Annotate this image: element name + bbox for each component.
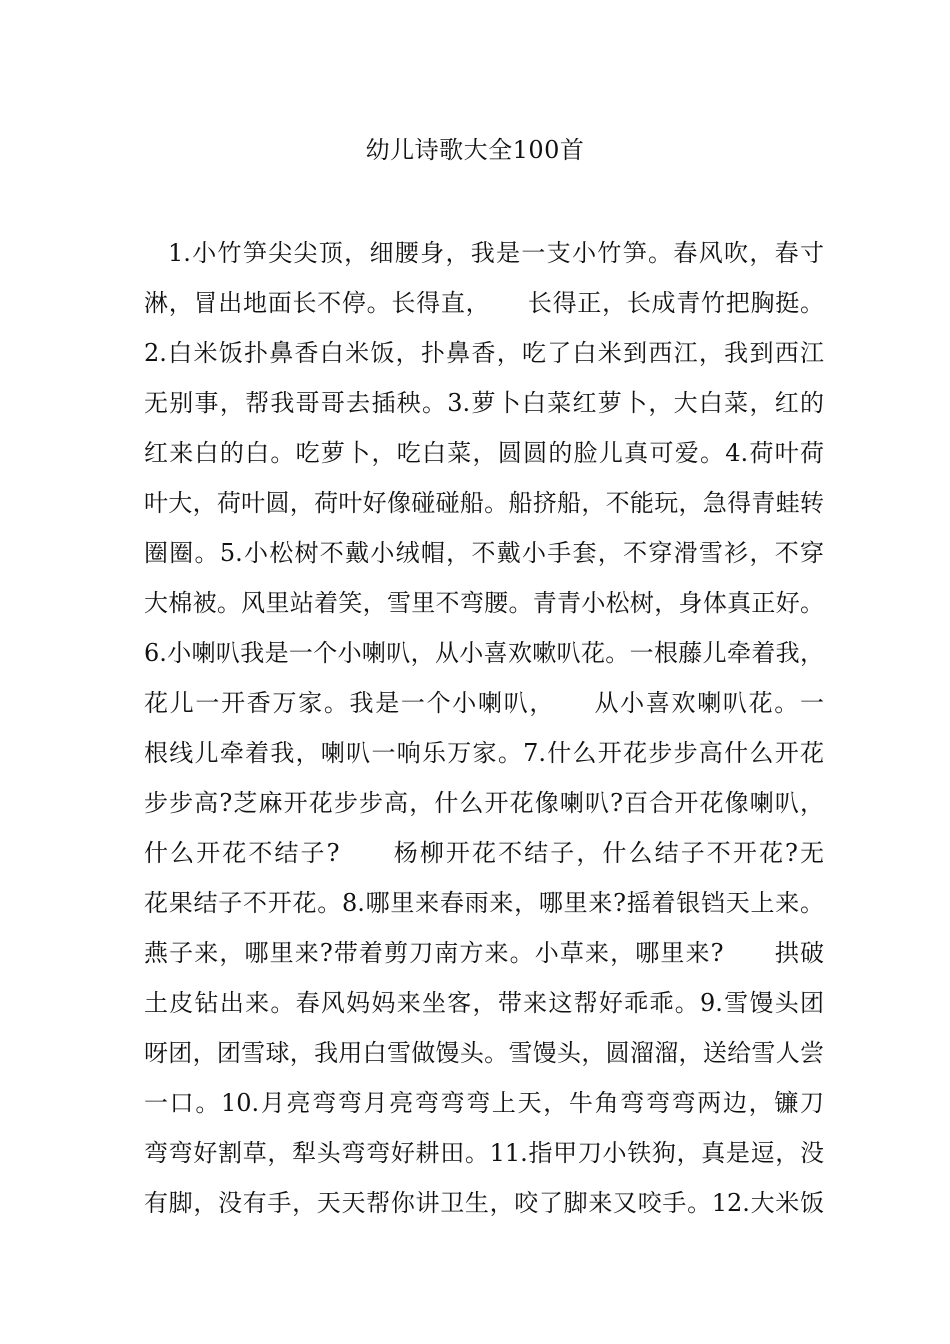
text-line: 大棉被。风里站着笑，雪里不弯腰。青青小松树，身体真正好。 [144, 589, 824, 617]
text-line: 有脚，没有手，天天帮你讲卫生，咬了脚来又咬手。12.大米饭 [144, 1189, 824, 1217]
text-line: 红来白的白。吃萝卜，吃白菜，圆圆的脸儿真可爱。4.荷叶荷 [144, 439, 824, 467]
text-line: 步步高?芝麻开花步步高，什么开花像喇叭?百合开花像喇叭， [144, 789, 824, 817]
text-line: 无别事，帮我哥哥去插秧。3.萝卜白菜红萝卜，大白菜，红的 [144, 389, 824, 417]
text-line: 6.小喇叭我是一个小喇叭，从小喜欢嗽叭花。一根藤儿牵着我， [144, 639, 824, 667]
text-line: 弯弯好割草，犁头弯弯好耕田。11.指甲刀小铁狗，真是逗，没 [144, 1139, 824, 1167]
text-line: 什么开花不结子? 杨柳开花不结子，什么结子不开花?无 [144, 839, 824, 867]
text-line: 燕子来，哪里来?带着剪刀南方来。小草来，哪里来? 拱破 [144, 939, 824, 967]
text-line: 花果结子不开花。8.哪里来春雨来，哪里来?摇着银铛天上来。 [144, 889, 824, 917]
text-line: 呀团，团雪球，我用白雪做馒头。雪馒头，圆溜溜，送给雪人尝 [144, 1039, 824, 1067]
text-line: 1.小竹笋尖尖顶，细腰身，我是一支小竹笋。春风吹，春寸 [168, 239, 824, 267]
page-title: 幼儿诗歌大全100首 [365, 136, 585, 164]
text-line: 一口。10.月亮弯弯月亮弯弯弯上天，牛角弯弯弯两边，镰刀 [144, 1089, 824, 1117]
text-line: 叶大，荷叶圆，荷叶好像碰碰船。船挤船，不能玩，急得青蛙转 [144, 489, 824, 517]
text-line: 土皮钻出来。春风妈妈来坐客，带来这帮好乖乖。9.雪馒头团 [144, 989, 824, 1017]
text-line: 花儿一开香万家。我是一个小喇叭， 从小喜欢喇叭花。一 [144, 689, 824, 717]
text-line: 淋，冒出地面长不停。长得直， 长得正，长成青竹把胸挺。 [144, 289, 824, 317]
document-body [144, 228, 824, 1228]
text-line: 2.白米饭扑鼻香白米饭，扑鼻香，吃了白米到西江，我到西江 [144, 339, 824, 367]
text-line: 圈圈。5.小松树不戴小绒帽，不戴小手套，不穿滑雪衫，不穿 [144, 539, 824, 567]
text-line: 根线儿牵着我，喇叭一响乐万家。7.什么开花步步高什么开花 [144, 739, 824, 767]
